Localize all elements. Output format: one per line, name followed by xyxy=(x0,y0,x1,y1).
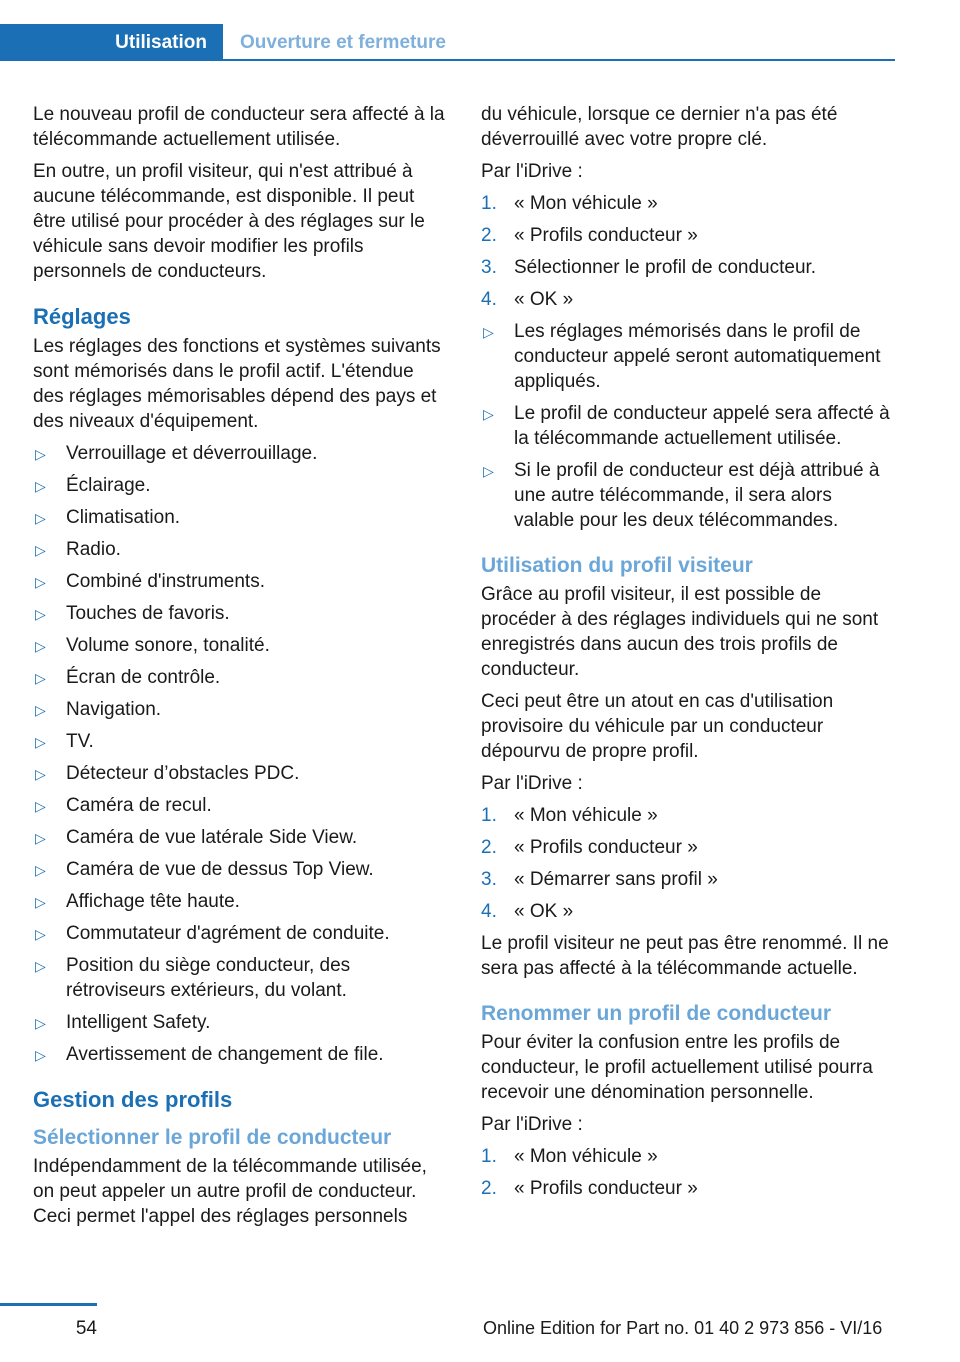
page-header xyxy=(0,24,895,61)
step-number: 3. xyxy=(481,257,497,278)
step-item xyxy=(481,867,897,892)
list-item xyxy=(33,889,449,914)
reglages-list xyxy=(33,441,449,1067)
list-item xyxy=(33,921,449,946)
list-item-text: Caméra de vue latérale Side View. xyxy=(66,827,358,848)
page-number: 54 xyxy=(75,1318,97,1339)
continuation-paragraph: du véhicule, lorsque ce dernier n'a pas été déverrouillé avec votre propre clé. xyxy=(481,104,838,150)
list-item xyxy=(33,537,449,562)
tab-ouverture-fermeture[interactable]: Ouverture et fermeture xyxy=(240,32,446,53)
select-profile-paragraph: Indépendamment de la télécommande utilisée, on peut appeler un autre profil de conducteur. Ceci permet l'appel des réglages personnels xyxy=(33,1156,427,1227)
triangle-right-icon: ▷ xyxy=(35,478,46,494)
list-item-text: Touches de favoris. xyxy=(66,603,230,624)
list-item xyxy=(33,665,449,690)
list-item xyxy=(33,953,449,1003)
step-text: « Profils conducteur » xyxy=(514,225,698,246)
list-item-text: Verrouillage et déverrouillage. xyxy=(66,443,318,464)
triangle-right-icon: ▷ xyxy=(35,958,46,974)
step-number: 1. xyxy=(481,1146,497,1167)
triangle-right-icon: ▷ xyxy=(483,406,494,422)
right-column xyxy=(481,102,897,1208)
triangle-right-icon: ▷ xyxy=(483,324,494,340)
list-item xyxy=(481,458,897,533)
visitor-heading: Utilisation du profil visiteur xyxy=(481,554,753,577)
visitor-paragraph-3: Le profil visiteur ne peut pas être renommé. Il ne sera pas affecté à la télécommande actuelle. xyxy=(481,933,889,979)
step-number: 4. xyxy=(481,901,497,922)
steps-list-3 xyxy=(481,1144,897,1201)
list-item-text: Le profil de conducteur appelé sera affecté à la télécommande actuellement utilisée. xyxy=(514,403,890,449)
list-item-text: Navigation. xyxy=(66,699,162,720)
step-number: 2. xyxy=(481,1178,497,1199)
list-item xyxy=(33,569,449,594)
list-item xyxy=(481,319,897,394)
triangle-right-icon: ▷ xyxy=(35,830,46,846)
list-item xyxy=(33,1042,449,1067)
triangle-right-icon: ▷ xyxy=(35,574,46,590)
step-text: « Mon véhicule » xyxy=(514,805,658,826)
step-item xyxy=(481,1176,897,1201)
list-item-text: TV. xyxy=(66,731,94,752)
step-number: 2. xyxy=(481,225,497,246)
step-item xyxy=(481,255,897,280)
list-item xyxy=(33,729,449,754)
step-item xyxy=(481,223,897,248)
triangle-right-icon: ▷ xyxy=(35,670,46,686)
step-text: « Mon véhicule » xyxy=(514,193,658,214)
steps-list-1 xyxy=(481,191,897,312)
list-item-text: Position du siège conducteur, des rétroviseurs extérieurs, du volant. xyxy=(66,955,351,1001)
step-text: « OK » xyxy=(514,289,574,310)
list-item-text: Caméra de recul. xyxy=(66,795,212,816)
triangle-right-icon: ▷ xyxy=(35,606,46,622)
edition-text: Online Edition for Part no. 01 40 2 973 856 - VI/16 xyxy=(483,1318,883,1338)
idrive-label: Par l'iDrive : xyxy=(481,773,583,794)
gestion-heading: Gestion des profils xyxy=(33,1087,233,1112)
step-number: 2. xyxy=(481,837,497,858)
step-text: « Profils conducteur » xyxy=(514,837,698,858)
header-divider xyxy=(223,59,895,61)
intro-paragraph-2: En outre, un profil visiteur, qui n'est attribué à aucune télécommande, est disponible. Il peut être utilisé pour procéder à des réglages sur le véhicule sans devoir modifier les profils personnels de conducteurs. xyxy=(33,161,425,282)
triangle-right-icon: ▷ xyxy=(35,926,46,942)
triangle-right-icon: ▷ xyxy=(35,894,46,910)
left-column xyxy=(33,102,449,1236)
triangle-right-icon: ▷ xyxy=(483,463,494,479)
triangle-right-icon: ▷ xyxy=(35,798,46,814)
step-item xyxy=(481,899,897,924)
list-item-text: Radio. xyxy=(66,539,121,560)
triangle-right-icon: ▷ xyxy=(35,862,46,878)
visitor-paragraph-2: Ceci peut être un atout en cas d'utilisation provisoire du véhicule par un conducteur dépourvu de propre profil. xyxy=(481,691,834,762)
step-text: Sélectionner le profil de conducteur. xyxy=(514,257,817,278)
visitor-paragraph-1: Grâce au profil visiteur, il est possible de procéder à des réglages individuels qui ne sont enregistrés dans aucun des trois profils de conducteur. xyxy=(481,584,879,680)
step-text: « Démarrer sans profil » xyxy=(514,869,718,890)
intro-paragraph-1: Le nouveau profil de conducteur sera affecté à la télécommande actuellement utilisée. xyxy=(33,104,445,150)
select-profile-heading: Sélectionner le profil de conducteur xyxy=(33,1126,392,1149)
idrive-label: Par l'iDrive : xyxy=(481,1114,583,1135)
idrive-label: Par l'iDrive : xyxy=(481,161,583,182)
list-item-text: Climatisation. xyxy=(66,507,181,528)
step-item xyxy=(481,287,897,312)
reglages-heading: Réglages xyxy=(33,304,131,329)
list-item xyxy=(33,825,449,850)
triangle-right-icon: ▷ xyxy=(35,542,46,558)
footer-divider xyxy=(0,1303,97,1306)
triangle-right-icon: ▷ xyxy=(35,766,46,782)
list-item xyxy=(33,601,449,626)
list-item-text: Affichage tête haute. xyxy=(66,891,240,912)
list-item xyxy=(33,857,449,882)
list-item-text: Volume sonore, tonalité. xyxy=(66,635,270,656)
steps-list-2 xyxy=(481,803,897,924)
list-item-text: Avertissement de changement de file. xyxy=(66,1044,384,1065)
triangle-right-icon: ▷ xyxy=(35,702,46,718)
list-item xyxy=(33,441,449,466)
list-item xyxy=(481,401,897,451)
triangle-right-icon: ▷ xyxy=(35,510,46,526)
triangle-right-icon: ▷ xyxy=(35,1015,46,1031)
list-item-text: Caméra de vue de dessus Top View. xyxy=(66,859,374,880)
step-number: 4. xyxy=(481,289,497,310)
rename-heading: Renommer un profil de conducteur xyxy=(481,1002,832,1025)
step-item xyxy=(481,1144,897,1169)
bullets-list-1 xyxy=(481,319,897,533)
list-item-text: Les réglages mémorisés dans le profil de conducteur appelé seront automatiquement appliqués. xyxy=(514,321,881,392)
step-item xyxy=(481,803,897,828)
step-item xyxy=(481,835,897,860)
step-text: « OK » xyxy=(514,901,574,922)
tab-utilisation[interactable]: Utilisation xyxy=(0,24,223,61)
list-item-text: Commutateur d'agrément de conduite. xyxy=(66,923,390,944)
list-item xyxy=(33,697,449,722)
list-item xyxy=(33,761,449,786)
step-number: 3. xyxy=(481,869,497,890)
list-item xyxy=(33,793,449,818)
list-item xyxy=(33,1010,449,1035)
triangle-right-icon: ▷ xyxy=(35,734,46,750)
list-item-text: Si le profil de conducteur est déjà attribué à une autre télécommande, il sera alors valable pour les deux télécommandes. xyxy=(514,460,880,531)
rename-paragraph: Pour éviter la confusion entre les profils de conducteur, le profil actuellement utilisé pourra recevoir une dénomination personnelle. xyxy=(481,1032,873,1103)
triangle-right-icon: ▷ xyxy=(35,638,46,654)
triangle-right-icon: ▷ xyxy=(35,1047,46,1063)
step-number: 1. xyxy=(481,805,497,826)
list-item xyxy=(33,505,449,530)
step-text: « Mon véhicule » xyxy=(514,1146,658,1167)
reglages-paragraph: Les réglages des fonctions et systèmes suivants sont mémorisés dans le profil actif. L'étendue des réglages mémorisables dépend des pays et des niveaux d'équipement. xyxy=(33,336,441,432)
list-item xyxy=(33,633,449,658)
list-item-text: Intelligent Safety. xyxy=(66,1012,211,1033)
triangle-right-icon: ▷ xyxy=(35,446,46,462)
step-item xyxy=(481,191,897,216)
list-item-text: Détecteur d’obstacles PDC. xyxy=(66,763,300,784)
list-item-text: Écran de contrôle. xyxy=(66,667,221,688)
list-item-text: Combiné d'instruments. xyxy=(66,571,265,592)
step-text: « Profils conducteur » xyxy=(514,1178,698,1199)
list-item xyxy=(33,473,449,498)
step-number: 1. xyxy=(481,193,497,214)
list-item-text: Éclairage. xyxy=(66,475,151,496)
